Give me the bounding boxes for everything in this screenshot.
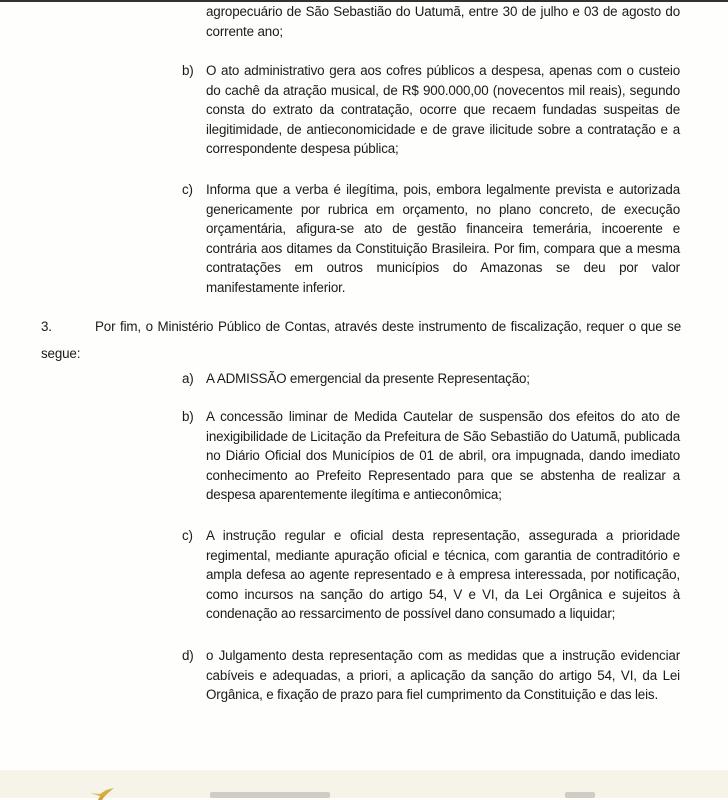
footer-text-faded — [565, 792, 595, 798]
item-text: A concessão liminar de Medida Cautelar de suspensão dos efeitos do ato de inexigibilidade de Licitação da Prefeitura de São Sebastião do Uatumã, publicada no Diário Oficial dos Municípios de 01 de abril, ora impugnada, dando imediato conhecimento ao Prefeito Representado para que se abstenha de realizar a despesa aparentemente ilegítima e antieconômica; — [206, 409, 680, 503]
item-text: o Julgamento desta representação com as medidas que a instrução evidenciar cabíveis e adequadas, a priori, a aplicação da sanção do artigo 54, VI, da Lei Orgânica, e fixação de prazo para fiel cumprimento da Constituição e das leis. — [206, 648, 680, 703]
item-marker: d) — [182, 648, 194, 663]
item-marker: c) — [182, 528, 193, 543]
item-text: agropecuário de São Sebastião do Uatumã, entre 30 de julho e 03 de agosto do corrente ano; — [206, 4, 680, 39]
item-marker: c) — [182, 182, 193, 197]
item-text: A instrução regular e oficial desta representação, assegurada a prioridade regimental, mediante apuração oficial e técnica, com garantia de contraditório e ampla defesa ao agente representado e à empresa interessada, por notificação, como incursos na sanção do artigo 54, V e VI, da Lei Orgânica e sujeitos à condenação ao ressarcimento de possível dano consumado a liquidar; — [206, 528, 680, 622]
list-item-a-request — [182, 369, 680, 389]
list-item-continuation — [182, 2, 680, 41]
list-item-c-request — [182, 526, 680, 624]
list-item-d-request — [182, 646, 680, 705]
item-marker: b) — [182, 63, 194, 78]
item-text: Informa que a verba é ilegítima, pois, embora legalmente prevista e autorizada genericamente por rubrica em orçamento, no plano concreto, de execução orçamentária, afigura-se ato de gestão financeira temerária, incoerente e contrária aos ditames da Constituição Brasileira. Por fim, compara que a mesma contratações em outros municípios do Amazonas se deu por valor manifestamente inferior. — [206, 182, 680, 295]
footer-text-faded — [210, 792, 330, 798]
paragraph-text-line1: Por fim, o Ministério Público de Contas, através deste instrumento de fiscalização, requer o que se — [95, 319, 681, 334]
item-text: O ato administrativo gera aos cofres públicos a despesa, apenas com o custeio do cachê da atração musical, de R$ 900.000,00 (novecentos mil reais), segundo consta do extrato da contratação, ocorre que recaem fundadas suspeitas de ilegitimidade, de antieconomicidade e de grave ilicitude sobre a contratação e a correspondente despesa pública; — [206, 63, 680, 157]
page-footer — [0, 770, 728, 798]
eagle-emblem-icon — [88, 788, 118, 800]
paragraph-number: 3. — [41, 319, 52, 334]
list-item-b-request — [182, 407, 680, 505]
list-item-b-grounds — [182, 61, 680, 159]
paragraph-text-line2: segue: — [41, 346, 81, 361]
item-text: A ADMISSÃO emergencial da presente Representação; — [206, 371, 530, 386]
list-item-c-grounds — [182, 180, 680, 298]
item-marker: b) — [182, 409, 194, 424]
item-marker: a) — [182, 371, 194, 386]
